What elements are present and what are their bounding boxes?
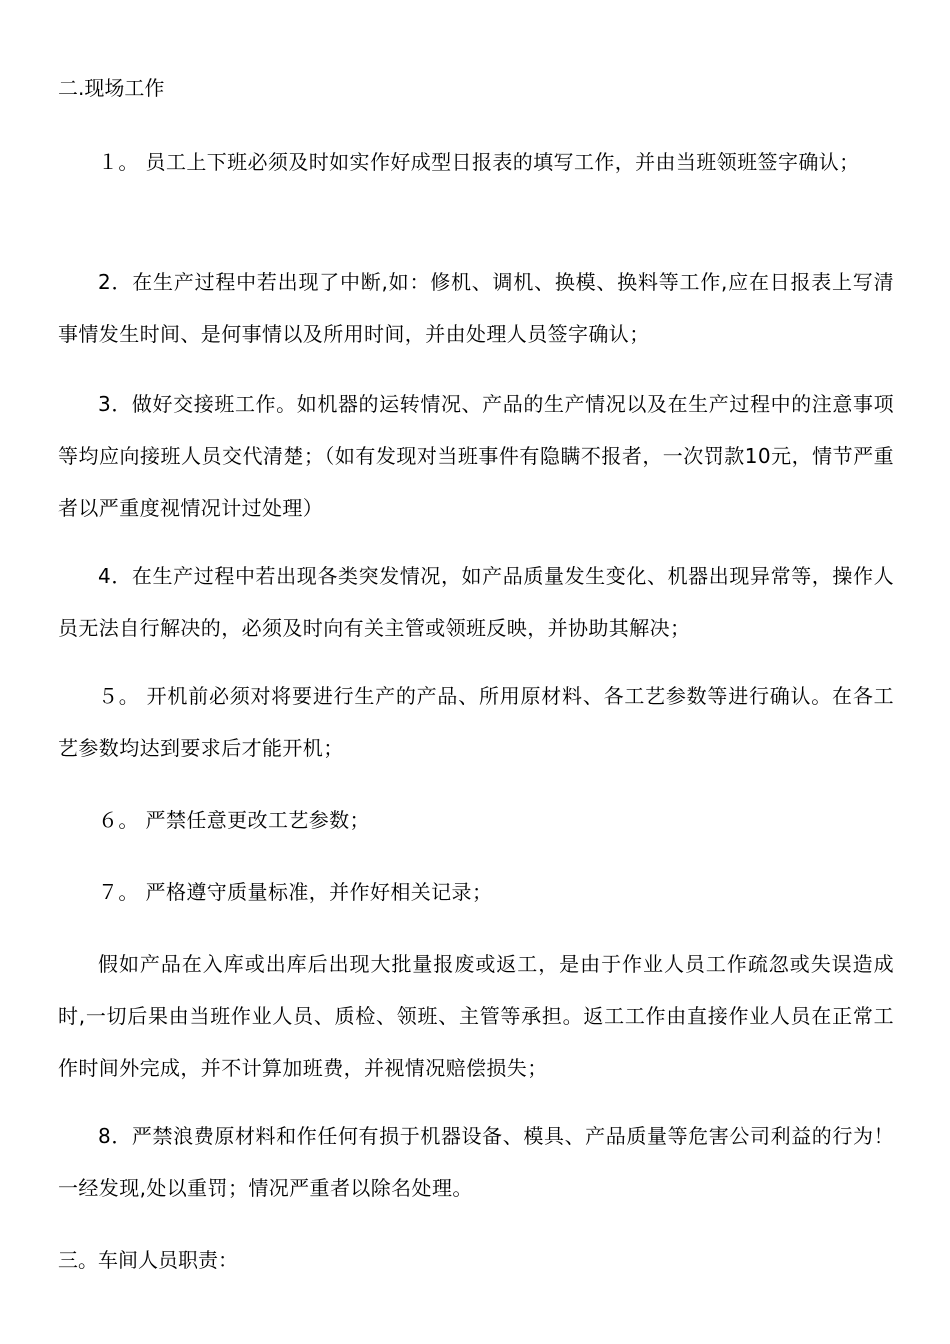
item-1: １。 员工上下班必须及时如实作好成型日报表的填写工作，并由当班领班签字确认；: [98, 150, 860, 174]
item-8: 8．严禁浪费原材料和作任何有损于机器设备、模具、产品质量等危害公司利益的行为！一经发现,处以重罚；情况严重者以除名处理。: [58, 1124, 894, 1200]
item-7: ７。 严格遵守质量标准，并作好相关记录；: [98, 880, 493, 904]
section-three-title: 三。车间人员职责：: [58, 1248, 238, 1272]
item-4: 4．在生产过程中若出现各类突发情况，如产品质量发生变化、机器出现异常等，操作人员无法自行解决的，必须及时向有关主管或领班反映，并协助其解决；: [58, 564, 894, 640]
rework-paragraph: 假如产品在入库或出库后出现大批量报废或返工，是由于作业人员工作疏忽或失误造成时,一切后果由当班作业人员、质检、领班、主管等承担。返工工作由直接作业人员在正常工作时间外完成，并不计算加班费，并视情况赔偿损失；: [58, 952, 894, 1080]
section-two-title: 二.现场工作: [58, 76, 165, 100]
item-2: 2．在生产过程中若出现了中断,如：修机、调机、换模、换料等工作,应在日报表上写清事情发生时间、是何事情以及所用时间，并由处理人员签字确认；: [58, 270, 894, 346]
item-6: ６。 严禁任意更改工艺参数；: [98, 808, 370, 832]
item-3: 3．做好交接班工作。如机器的运转情况、产品的生产情况以及在生产过程中的注意事项等均应向接班人员交代清楚；（如有发现对当班事件有隐瞒不报者，一次罚款10元，情节严重者以严重度视情况计过处理）: [58, 392, 894, 520]
item-5: ５。 开机前必须对将要进行生产的产品、所用原材料、各工艺参数等进行确认。在各工艺参数均达到要求后才能开机；: [58, 684, 894, 760]
